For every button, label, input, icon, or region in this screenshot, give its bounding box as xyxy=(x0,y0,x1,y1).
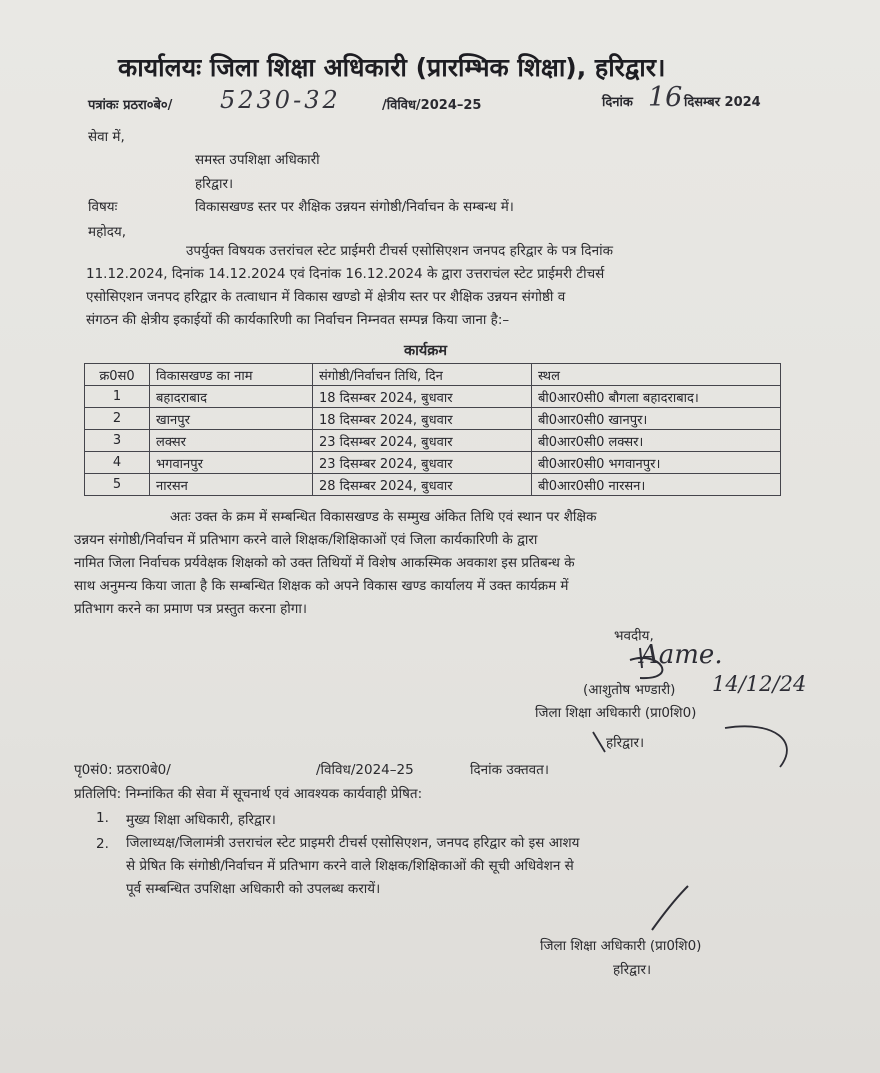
table-row xyxy=(85,386,781,408)
date-label: दिनांक xyxy=(602,95,633,110)
paragraph-2-line: उन्नयन संगोष्ठी/निर्वाचन में प्रतिभाग करने वाले शिक्षक/शिक्षिकाओं एवं जिला कार्यकारिणी के द्वारा xyxy=(74,532,538,548)
header-block-name: विकासखण्ड का नाम xyxy=(150,364,313,386)
copy-item-2-line: से प्रेषित कि संगोष्ठी/निर्वाचन में प्रतिभाग करने वाले शिक्षक/शिक्षिकाओं की सूची अधिवेशन से xyxy=(126,858,574,874)
cell-date-day: 28 दिसम्बर 2024, बुधवार xyxy=(313,474,532,496)
cell-date-day: 23 दिसम्बर 2024, बुधवार xyxy=(313,452,532,474)
cell-date-day: 18 दिसम्बर 2024, बुधवार xyxy=(313,408,532,430)
ref-number-handwritten: 5230-32 xyxy=(220,86,341,114)
paragraph-2-line: नामित जिला निर्वाचक प्रर्यवेक्षक शिक्षको को उक्त तिथियों में विशेष आकस्मिक अवकाश इस प्रतिबन्ध के xyxy=(74,555,575,571)
copy-city: हरिद्वार। xyxy=(613,962,652,978)
table-row xyxy=(85,430,781,452)
cell-serial: 1 xyxy=(85,386,150,408)
recipient: समस्त उपशिक्षा अधिकारी xyxy=(195,152,320,168)
signature-handwritten: Aame. xyxy=(640,640,723,670)
header-serial: क्र0स0 xyxy=(85,364,150,386)
copy-item-1: मुख्य शिक्षा अधिकारी, हरिद्वार। xyxy=(126,812,276,828)
table-row xyxy=(85,408,781,430)
cell-serial: 3 xyxy=(85,430,150,452)
date-month-year: दिसम्बर 2024 xyxy=(684,95,761,110)
copy-item-1-number: 1. xyxy=(96,810,109,826)
initial-stroke xyxy=(640,878,700,938)
cell-venue: बी0आर0सी0 बौगला बहादराबाद। xyxy=(532,386,781,408)
bhavdiya: भवदीय, xyxy=(614,628,654,644)
paragraph-2-line: साथ अनुमन्य किया जाता है कि सम्बन्धित शिक्षक को अपने विकास खण्ड कार्यालय में उक्त कार्यक्रम में xyxy=(74,578,569,594)
cell-block-name: बहादराबाद xyxy=(150,386,313,408)
cell-date-day: 18 दिसम्बर 2024, बुधवार xyxy=(313,386,532,408)
seva-me: सेवा में, xyxy=(88,129,125,145)
paragraph-2-line: प्रतिभाग करने का प्रमाण पत्र प्रस्तुत करना होगा। xyxy=(74,601,307,617)
cell-block-name: भगवानपुर xyxy=(150,452,313,474)
cell-block-name: लक्सर xyxy=(150,430,313,452)
cell-serial: 2 xyxy=(85,408,150,430)
paragraph-2-line: अतः उक्त के क्रम में सम्बन्धित विकासखण्ड के सम्मुख अंकित तिथि एवं स्थान पर शैक्षिक xyxy=(170,509,597,525)
table-row xyxy=(85,452,781,474)
signatory-designation: जिला शिक्षा अधिकारी (प्रा0शि0) xyxy=(535,705,697,721)
cell-block-name: नारसन xyxy=(150,474,313,496)
cell-serial: 4 xyxy=(85,452,150,474)
cell-venue: बी0आर0सी0 भगवानपुर। xyxy=(532,452,781,474)
copy-item-2-line: जिलाध्यक्ष/जिलामंत्री उत्तराचंल स्टेट प्राइमरी टीचर्स एसोसिएशन, जनपद हरिद्वार को इस आशय xyxy=(126,835,580,851)
copy-ref-prefix: पृ0सं0: प्रठरा0बे0/ xyxy=(74,762,171,778)
office-title: कार्यालयः जिला शिक्षा अधिकारी (प्रारम्भिक शिक्षा), हरिद्वार। xyxy=(118,53,666,82)
header-date-day: संगोष्ठी/निर्वाचन तिथि, दिन xyxy=(313,364,532,386)
program-heading: कार्यक्रम xyxy=(404,343,448,359)
signatory-name: (आशुतोष भण्डारी) xyxy=(583,682,676,698)
ref-suffix: /विविध/2024–25 xyxy=(382,98,482,113)
schedule-table xyxy=(84,363,781,496)
cell-venue: बी0आर0सी0 नारसन। xyxy=(532,474,781,496)
salutation: महोदय, xyxy=(88,224,127,240)
paragraph-1-line: उपर्युक्त विषयक उत्तरांचल स्टेट प्राईमरी टीचर्स एसोसिएशन जनपद हरिद्वार के पत्र दिनांक xyxy=(186,243,613,259)
paragraph-1-line: एसोसिएशन जनपद हरिद्वार के तत्वाधान में विकास खण्डो में क्षेत्रीय स्तर पर शैक्षिक उन्नयन संगोष्ठी व xyxy=(86,289,566,305)
paragraph-1 xyxy=(86,240,772,332)
paragraph-2 xyxy=(74,506,786,621)
cell-venue: बी0आर0सी0 खानपुर। xyxy=(532,408,781,430)
subject-label: विषयः xyxy=(88,199,118,215)
recipient-city: हरिद्वार। xyxy=(195,176,234,192)
signatory-city: हरिद्वार। xyxy=(606,735,645,751)
cell-serial: 5 xyxy=(85,474,150,496)
copy-item-2-line: पूर्व सम्बन्धित उपशिक्षा अधिकारी को उपलब्ध करायें। xyxy=(126,881,381,897)
table-row xyxy=(85,474,781,496)
subject-text: विकासखण्ड स्तर पर शैक्षिक उन्नयन संगोष्ठी/निर्वाचन के सम्बन्ध में। xyxy=(195,199,514,215)
date-day-handwritten: 16 xyxy=(648,82,683,113)
signature-date-handwritten: 14/12/24 xyxy=(712,672,807,696)
ref-prefix: पत्रांकः प्रठरा०बे०/ xyxy=(88,98,173,113)
cell-date-day: 23 दिसम्बर 2024, बुधवार xyxy=(313,430,532,452)
pratilipi-line: प्रतिलिपि: निम्नांकित की सेवा में सूचनार्थ एवं आवश्यक कार्यवाही प्रेषित: xyxy=(74,786,423,802)
paragraph-1-line: 11.12.2024, दिनांक 14.12.2024 एवं दिनांक 16.12.2024 के द्वारा उत्तराचंल स्टेट प्राईमरी टीचर्स xyxy=(86,266,605,282)
cell-venue: बी0आर0सी0 लक्सर। xyxy=(532,430,781,452)
signature-underline-stroke xyxy=(585,712,805,782)
copy-item-2-number: 2. xyxy=(96,836,109,852)
table-header-row xyxy=(85,364,781,386)
paragraph-1-line: संगठन की क्षेत्रीय इकाईयों की कार्यकारिणी का निर्वाचन निम्नवत सम्पन्न किया जाना है:– xyxy=(86,312,510,328)
header-venue: स्थल xyxy=(532,364,781,386)
copy-date: दिनांक उक्तवत। xyxy=(470,762,549,778)
cell-block-name: खानपुर xyxy=(150,408,313,430)
copy-designation: जिला शिक्षा अधिकारी (प्रा0शि0) xyxy=(540,938,702,954)
copy-ref-suffix: /विविध/2024–25 xyxy=(316,762,414,778)
